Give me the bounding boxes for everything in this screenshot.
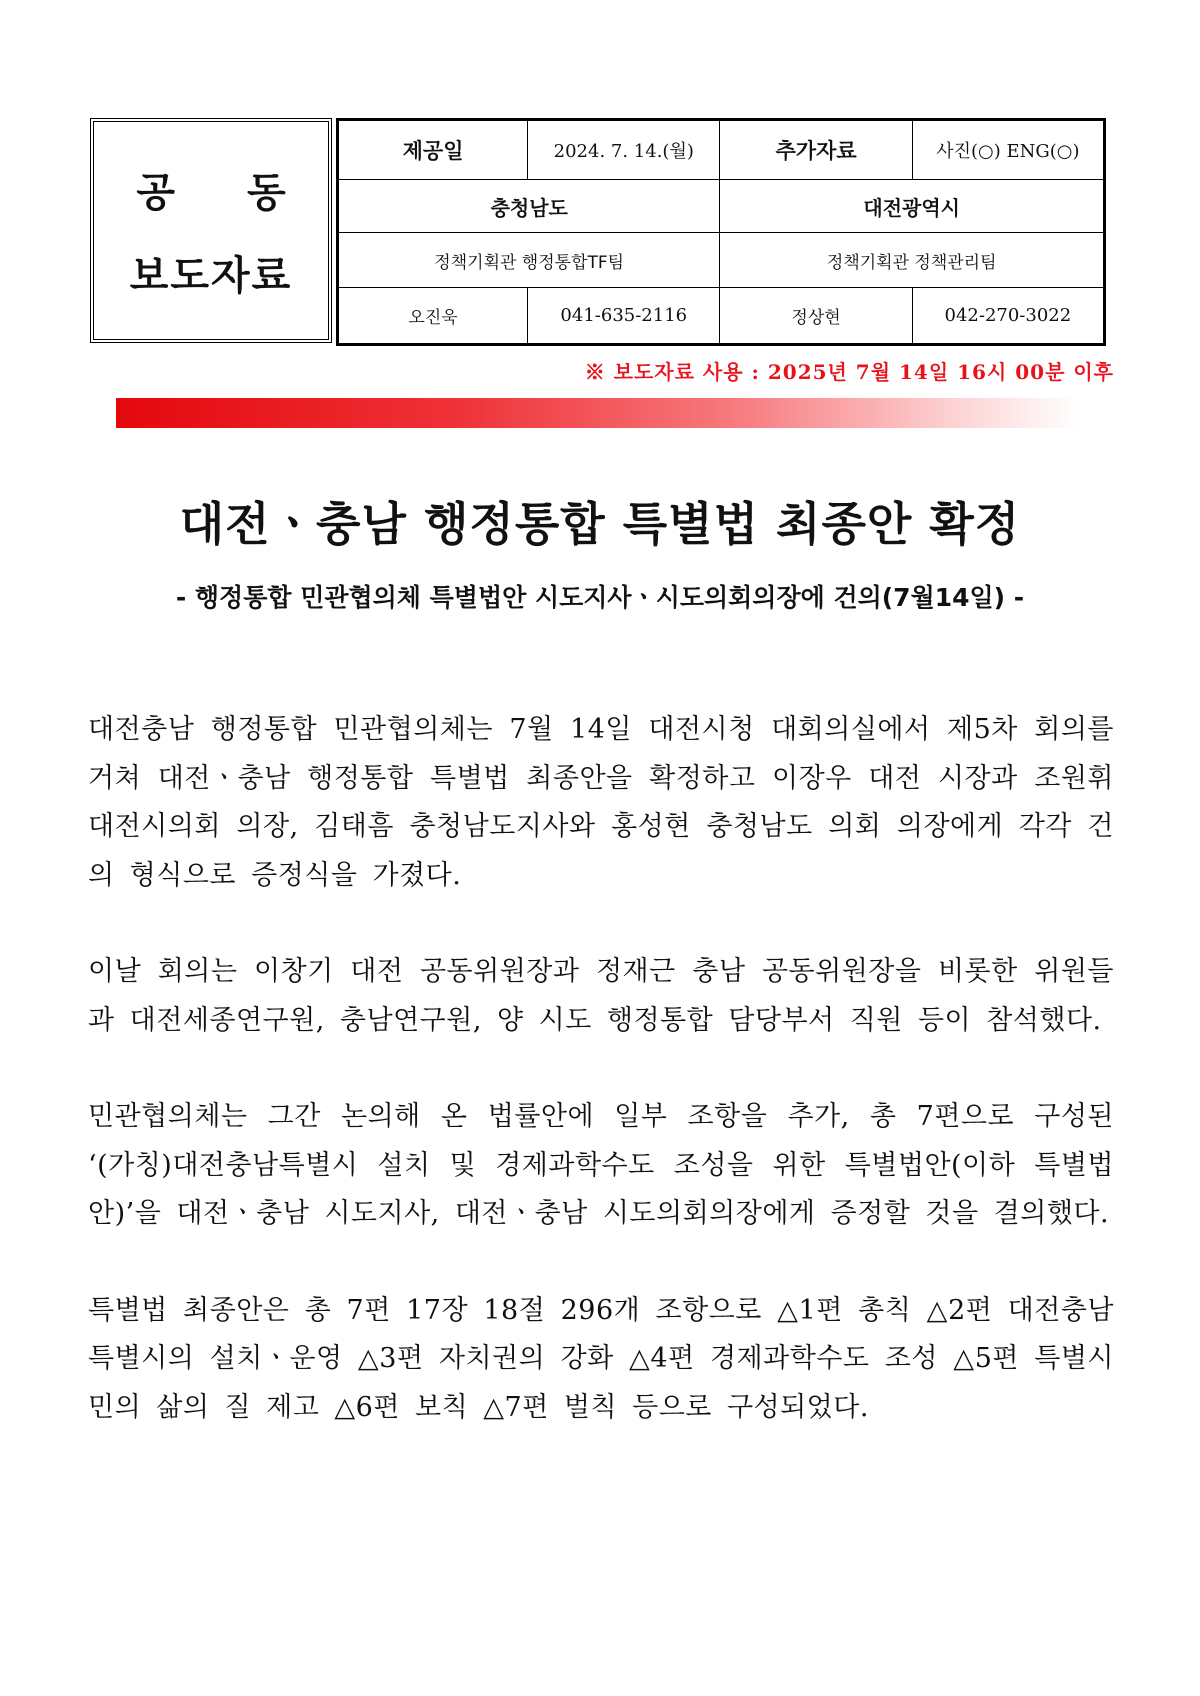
org-chungnam: 충청남도: [338, 180, 720, 233]
date-label: 제공일: [338, 120, 528, 180]
contact-name-daejeon: 정상현: [720, 288, 912, 345]
page-subtitle: - 행정통합 민관협의체 특별법안 시도지사ㆍ시도의회의장에 건의(7월14일) -: [175, 583, 1025, 612]
page-title: 대전ㆍ충남 행정통합 특별법 최종안 확정: [179, 497, 1021, 551]
body-paragraph: 대전충남 행정통합 민관협의체는 7월 14일 대전시청 대회의실에서 제5차 회의를 거쳐 대전ㆍ충남 행정통합 특별법 최종안을 확정하고 이장우 대전 시장과 조원휘 대전시의회 의장, 김태흠 충청남도지사와 홍성현 충청남도 의회 의장에게 각각 건의 형식으로 증정식을 가졌다.: [88, 714, 1114, 891]
contact-phone-daejeon: 042-270-3022: [912, 288, 1104, 345]
press-release-header: [90, 118, 1106, 343]
contact-name-chungnam: 오진욱: [338, 288, 528, 345]
dept-daejeon: 정책기획관 정책관리팀: [720, 233, 1105, 288]
body-paragraph: 특별법 최종안은 총 7편 17장 18절 296개 조항으로 △1편 총칙 △2편 대전충남특별시의 설치ㆍ운영 △3편 자치권의 강화 △4편 경제과학수도 조성 △5편 특별시민의 삶의 질 제고 △6편 보칙 △7편 벌칙 등으로 구성되었다.: [88, 1294, 1114, 1423]
label-line-joint: 공동: [136, 169, 358, 216]
embargo-notice: ※ 보도자료 사용 : 2025년 7월 14일 16시 00분 이후: [584, 360, 1114, 384]
article-body: [88, 706, 1114, 1480]
body-paragraph: 민관협의체는 그간 논의해 온 법률안에 일부 조항을 추가, 총 7편으로 구성된 ‘(가칭)대전충남특별시 설치 및 경제과학수도 조성을 위한 특별법안(이하 특별법안)’을 대전ㆍ충남 시도지사, 대전ㆍ충남 시도의회의장에게 증정할 것을 결의했다.: [88, 1101, 1114, 1229]
contact-info-table: [336, 118, 1106, 346]
attachments-value: 사진(○) ENG(○): [912, 120, 1104, 180]
contact-phone-chungnam: 041-635-2116: [528, 288, 720, 345]
attachments-label: 추가자료: [720, 120, 912, 180]
red-divider-bar: [116, 398, 1080, 428]
date-value: 2024. 7. 14.(월): [528, 120, 720, 180]
label-line-press-release: 보도자료: [129, 252, 293, 299]
body-paragraph: 이날 회의는 이창기 대전 공동위원장과 정재근 충남 공동위원장을 비롯한 위원들과 대전세종연구원, 충남연구원, 양 시도 행정통합 담당부서 직원 등이 참석했다.: [88, 956, 1114, 1036]
org-daejeon: 대전광역시: [720, 180, 1105, 233]
joint-press-release-label: [90, 118, 358, 343]
dept-chungnam: 정책기획관 행정통합TF팀: [338, 233, 720, 288]
